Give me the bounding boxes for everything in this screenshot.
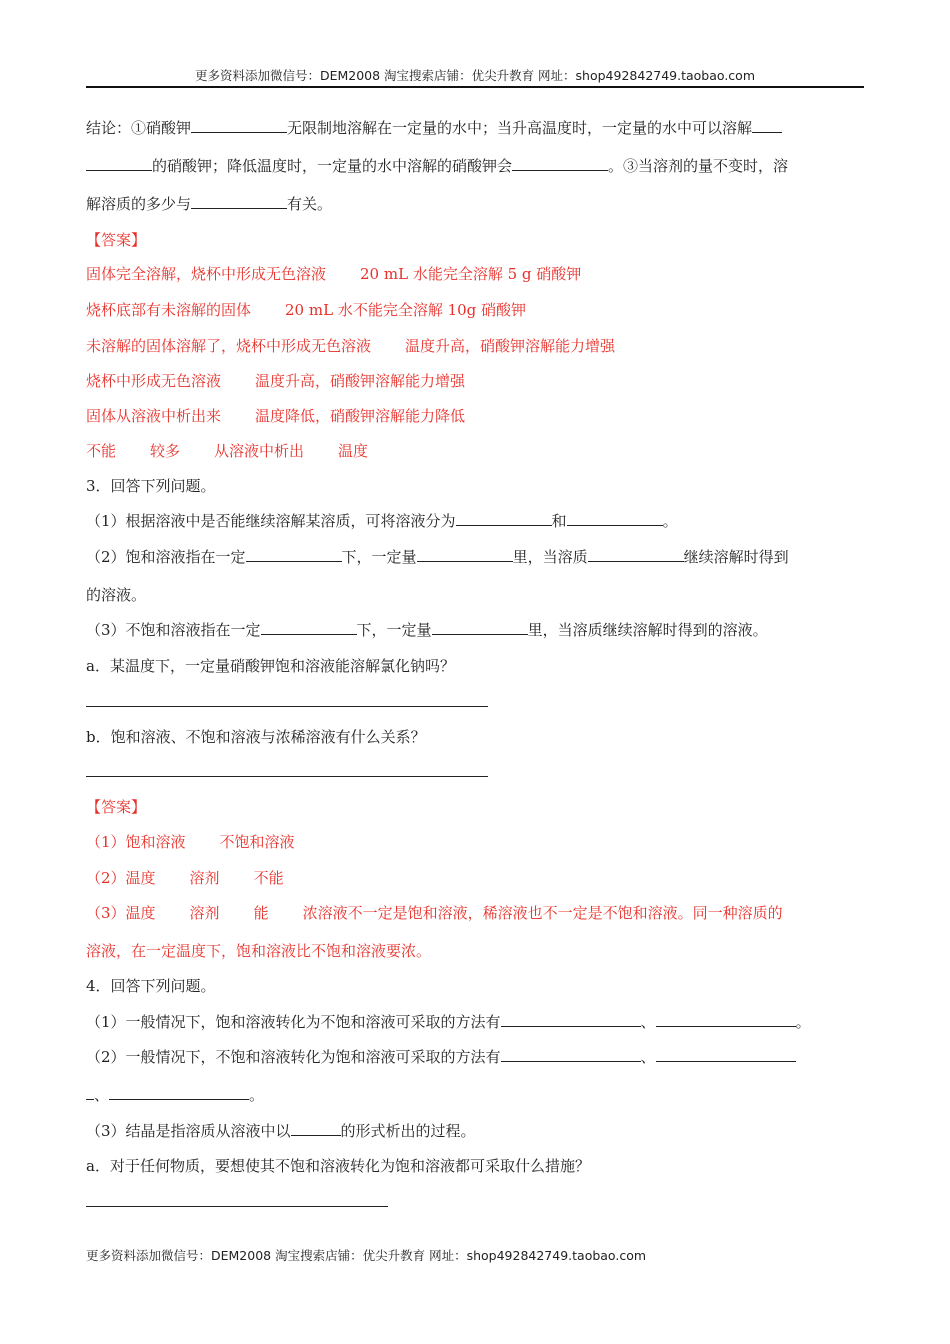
question-3-2-cont: 的溶液。 — [86, 586, 147, 604]
answer-row: 烧杯中形成无色溶液 温度升高，硝酸钾溶解能力增强 — [86, 372, 466, 390]
answer-line — [86, 1206, 388, 1207]
blank — [261, 620, 357, 635]
blank — [417, 547, 513, 562]
blank — [291, 1121, 341, 1136]
blank — [501, 1047, 641, 1062]
conclusion-line-2: 的硝酸钾；降低温度时，一定量的水中溶解的硝酸钾会 。③当溶剂的量不变时，溶 — [86, 156, 788, 176]
blank — [752, 118, 782, 133]
header-rule — [86, 86, 864, 88]
blank — [246, 547, 342, 562]
page-header: 更多资料添加微信号：DEM2008 淘宝搜索店铺：优尖升教育 网址：shop492842749.taobao.com — [194, 68, 756, 83]
blank — [501, 1012, 641, 1027]
blank — [456, 511, 552, 526]
answer-row: 烧杯底部有未溶解的固体 20 mL 水不能完全溶解 10g 硝酸钾 — [86, 301, 527, 319]
answer-row: 溶液，在一定温度下，饱和溶液比不饱和溶液要浓。 — [86, 942, 432, 960]
answer-line — [86, 706, 488, 707]
answer-label: 【答案】 — [86, 231, 147, 249]
blank — [191, 118, 287, 133]
question-4-2-cont: 、 。 — [86, 1085, 264, 1105]
blank — [588, 547, 684, 562]
question-3-a: a．某温度下，一定量硝酸钾饱和溶液能溶解氯化钠吗？ — [86, 657, 455, 675]
question-4-title: 4．回答下列问题。 — [86, 977, 216, 995]
answer-row: （1）饱和溶液 不饱和溶液 — [86, 833, 295, 851]
question-3-title: 3．回答下列问题。 — [86, 477, 216, 495]
blank — [86, 156, 152, 171]
question-4-3: （3）结晶是指溶质从溶液中以 的形式析出的过程。 — [86, 1122, 476, 1140]
answer-row: （2）温度 溶剂 不能 — [86, 869, 284, 887]
blank — [656, 1012, 796, 1027]
blank — [656, 1047, 796, 1062]
question-4-a: a．对于任何物质，要想使其不饱和溶液转化为饱和溶液都可采取什么措施？ — [86, 1157, 590, 1175]
question-3-3: （3）不饱和溶液指在一定 下，一定量 里，当溶质继续溶解时得到的溶液。 — [86, 621, 768, 639]
conclusion-line-3: 解溶质的多少与 有关。 — [86, 195, 333, 213]
answer-row: 不能 较多 从溶液中析出 温度 — [86, 442, 369, 460]
answer-row: 未溶解的固体溶解了，烧杯中形成无色溶液 温度升高，硝酸钾溶解能力增强 — [86, 337, 616, 355]
blank — [567, 511, 663, 526]
blank — [109, 1085, 249, 1100]
question-3-2: （2）饱和溶液指在一定 下，一定量 里，当溶质 继续溶解时得到 — [86, 548, 789, 566]
answer-label: 【答案】 — [86, 798, 147, 816]
answer-line — [86, 776, 488, 777]
answer-row: 固体从溶液中析出来 温度降低，硝酸钾溶解能力降低 — [86, 407, 466, 425]
answer-row: 固体完全溶解，烧杯中形成无色溶液 20 mL 水能完全溶解 5 g 硝酸钾 — [86, 265, 582, 283]
question-3-1: （1）根据溶液中是否能继续溶解某溶质，可将溶液分为 和 。 — [86, 512, 678, 530]
question-4-2: （2）一般情况下，不饱和溶液转化为饱和溶液可采取的方法有 、 — [86, 1047, 796, 1067]
page-footer: 更多资料添加微信号：DEM2008 淘宝搜索店铺：优尖升教育 网址：shop492842749.taobao.com — [86, 1248, 647, 1263]
blank — [191, 194, 287, 209]
blank — [512, 156, 608, 171]
question-3-b: b．饱和溶液、不饱和溶液与浓稀溶液有什么关系？ — [86, 728, 426, 746]
blank — [86, 1085, 94, 1100]
blank — [432, 620, 528, 635]
conclusion-line-1: 结论：①硝酸钾 无限制地溶解在一定量的水中；当升高温度时，一定量的水中可以溶解 — [86, 118, 782, 138]
answer-row: （3）温度 溶剂 能 浓溶液不一定是饱和溶液，稀溶液也不一定是不饱和溶液。同一种溶质的 — [86, 904, 783, 922]
question-4-1: （1）一般情况下，饱和溶液转化为不饱和溶液可采取的方法有 、 。 — [86, 1013, 811, 1031]
